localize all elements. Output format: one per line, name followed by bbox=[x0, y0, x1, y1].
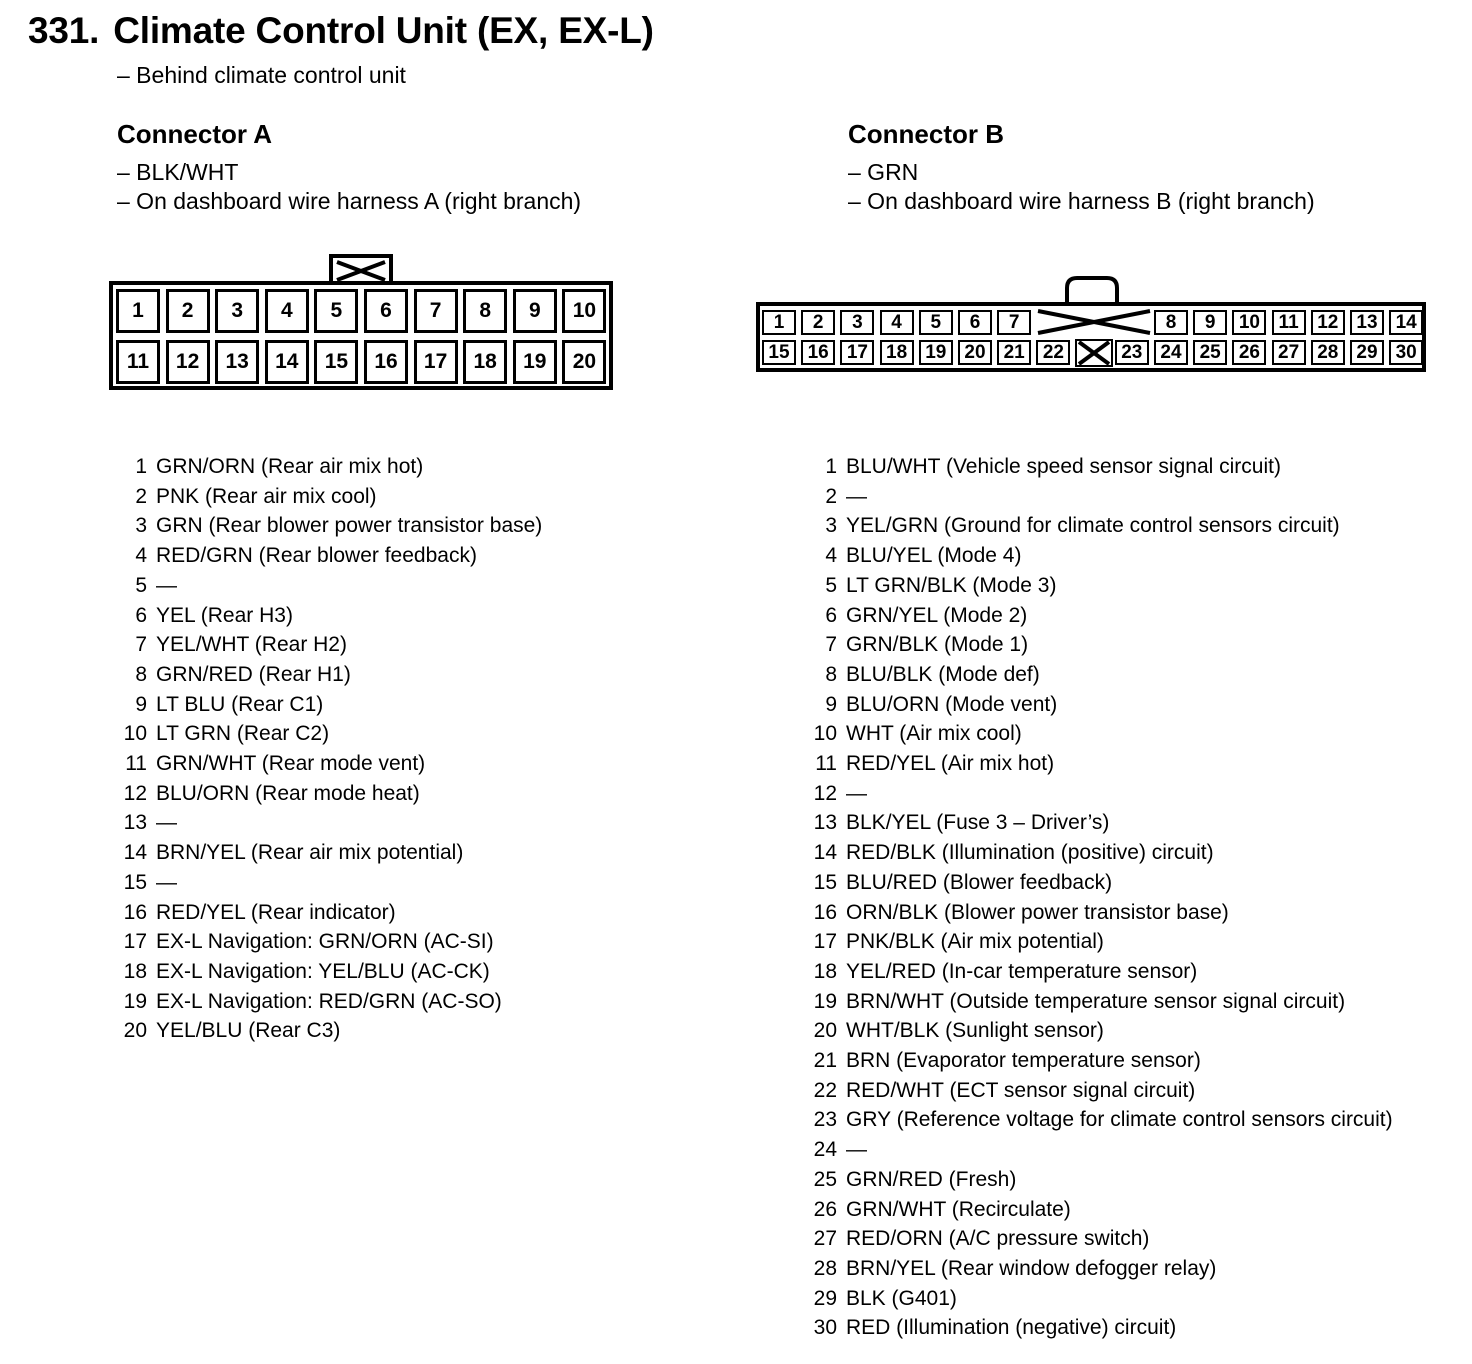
pin-description: GRN/RED (Fresh) bbox=[846, 1167, 1017, 1191]
pin-number: 14 bbox=[123, 841, 147, 865]
pin-number: 28 bbox=[813, 1256, 837, 1280]
connector-a-cavity: 16 bbox=[364, 340, 408, 384]
pin-number: 1 bbox=[825, 455, 837, 478]
pin-list-item bbox=[107, 660, 351, 690]
pin-description: GRN/RED (Rear H1) bbox=[156, 662, 351, 686]
pin-list-item bbox=[797, 1254, 1217, 1284]
connector-a-cavity: 11 bbox=[116, 340, 160, 384]
connector-a-cavity: 5 bbox=[314, 289, 358, 333]
connector-b-location: – On dashboard wire harness B (right branch) bbox=[848, 188, 1315, 214]
pin-list-item bbox=[797, 1076, 1196, 1106]
connector-b-cavity: 11 bbox=[1272, 310, 1306, 335]
pin-description: LT GRN/BLK (Mode 3) bbox=[846, 573, 1057, 597]
pin-number: 2 bbox=[135, 484, 147, 508]
pin-description: BLU/WHT (Vehicle speed sensor signal circuit) bbox=[846, 455, 1281, 478]
pin-number: 12 bbox=[813, 781, 837, 805]
pin-list-item bbox=[797, 1105, 1393, 1135]
pin-list-item bbox=[107, 927, 494, 957]
pin-description: YEL/GRN (Ground for climate control sensors circuit) bbox=[846, 514, 1340, 538]
pin-description: BLU/YEL (Mode 4) bbox=[846, 544, 1022, 568]
connector-b-cavity: 21 bbox=[997, 340, 1031, 365]
connector-b-diagram bbox=[756, 274, 1426, 372]
pin-number: 19 bbox=[123, 989, 147, 1013]
pin-description: RED/ORN (A/C pressure switch) bbox=[846, 1227, 1150, 1251]
pin-number: 22 bbox=[813, 1078, 837, 1102]
pin-description: — bbox=[846, 1138, 867, 1162]
pin-list-item bbox=[797, 1313, 1177, 1343]
pin-list-item bbox=[797, 1046, 1201, 1076]
pin-list-item bbox=[797, 957, 1198, 987]
pin-list-item bbox=[797, 808, 1110, 838]
pin-number: 6 bbox=[825, 603, 837, 627]
pin-description: BRN (Evaporator temperature sensor) bbox=[846, 1049, 1201, 1072]
pin-list-item bbox=[797, 1224, 1150, 1254]
pin-number: 6 bbox=[135, 603, 147, 627]
pin-list-item bbox=[107, 482, 377, 512]
connector-a-cavity: 10 bbox=[562, 289, 606, 333]
pin-number: 10 bbox=[123, 722, 147, 746]
connector-b-cavity: 28 bbox=[1311, 340, 1345, 365]
pin-description: GRN (Rear blower power transistor base) bbox=[156, 514, 543, 538]
connector-b-cavity: 26 bbox=[1232, 340, 1266, 365]
pin-description: BRN/YEL (Rear air mix potential) bbox=[156, 841, 464, 865]
pin-description: BLK (G401) bbox=[846, 1286, 957, 1310]
pin-description: BRN/WHT (Outside temperature sensor signal circuit) bbox=[846, 989, 1346, 1013]
pin-number: 16 bbox=[123, 900, 147, 924]
pin-number: 10 bbox=[813, 722, 837, 746]
connector-b-cavity: 15 bbox=[762, 340, 796, 365]
connector-b-cavity: 27 bbox=[1272, 340, 1306, 365]
connector-b-housing bbox=[756, 302, 1426, 372]
pin-list-item bbox=[797, 1016, 1104, 1046]
pin-number: 2 bbox=[825, 484, 837, 508]
pin-description: — bbox=[156, 573, 177, 597]
pin-number: 11 bbox=[125, 752, 147, 775]
pin-list-item bbox=[797, 482, 867, 512]
pin-list-item bbox=[107, 1016, 341, 1046]
pin-list-item bbox=[107, 690, 324, 720]
pin-number: 24 bbox=[813, 1138, 837, 1162]
connector-b-cavity: 5 bbox=[919, 310, 953, 335]
pin-number: 20 bbox=[123, 1019, 147, 1043]
pin-list-item bbox=[797, 601, 1028, 631]
title-text: Climate Control Unit (EX, EX-L) bbox=[113, 10, 654, 51]
pin-list-item bbox=[797, 779, 867, 809]
pin-number: 7 bbox=[135, 633, 147, 657]
pin-number: 11 bbox=[815, 752, 837, 775]
pin-description: BLU/RED (Blower feedback) bbox=[846, 870, 1113, 894]
pin-number: 20 bbox=[813, 1019, 837, 1043]
pin-list-item bbox=[107, 719, 330, 749]
pin-number: 30 bbox=[813, 1316, 837, 1340]
connector-b-key-cross bbox=[1036, 309, 1152, 335]
pin-description: EX-L Navigation: YEL/BLU (AC-CK) bbox=[156, 959, 490, 983]
pin-description: EX-L Navigation: RED/GRN (AC-SO) bbox=[156, 989, 502, 1013]
connector-b-cavity: 8 bbox=[1154, 310, 1188, 335]
pin-number: 3 bbox=[135, 514, 147, 538]
pin-number: 27 bbox=[813, 1227, 837, 1251]
pin-number: 16 bbox=[813, 900, 837, 924]
pin-list-item bbox=[797, 541, 1022, 571]
connector-b-cavity: 9 bbox=[1193, 310, 1227, 335]
connector-b-cavity: 30 bbox=[1389, 340, 1423, 365]
connector-a-cavity: 6 bbox=[364, 289, 408, 333]
connector-b-cavity: 10 bbox=[1232, 310, 1266, 335]
pin-description: ORN/BLK (Blower power transistor base) bbox=[846, 900, 1229, 924]
connector-a-cavity: 20 bbox=[562, 340, 606, 384]
connector-b-cavity: 4 bbox=[880, 310, 914, 335]
pin-description: GRN/WHT (Recirculate) bbox=[846, 1197, 1071, 1221]
pin-list-item bbox=[797, 1195, 1071, 1225]
pin-number: 4 bbox=[825, 544, 837, 568]
pin-list-item bbox=[797, 1135, 867, 1165]
connector-a-cavity: 17 bbox=[414, 340, 458, 384]
pin-description: — bbox=[846, 781, 867, 805]
pin-number: 17 bbox=[123, 930, 147, 954]
pin-list-item bbox=[107, 868, 177, 898]
pin-number: 25 bbox=[813, 1167, 837, 1191]
pin-description: RED/BLK (Illumination (positive) circuit) bbox=[846, 841, 1214, 865]
pin-description: YEL (Rear H3) bbox=[156, 603, 293, 627]
pin-list-item bbox=[107, 779, 420, 809]
connector-a-cavity: 8 bbox=[463, 289, 507, 333]
pin-description: PNK/BLK (Air mix potential) bbox=[846, 930, 1104, 954]
connector-b-heading: Connector B bbox=[848, 119, 1004, 149]
pin-description: BLU/ORN (Rear mode heat) bbox=[156, 781, 420, 805]
pin-number: 26 bbox=[813, 1197, 837, 1221]
pin-description: PNK (Rear air mix cool) bbox=[156, 484, 377, 508]
pin-list-item bbox=[797, 1165, 1017, 1195]
pin-description: — bbox=[156, 870, 177, 894]
pin-number: 13 bbox=[813, 811, 837, 835]
pin-description: EX-L Navigation: GRN/ORN (AC-SI) bbox=[156, 930, 494, 954]
pin-number: 7 bbox=[825, 633, 837, 657]
pin-description: — bbox=[846, 484, 867, 508]
connector-b-cavity: 3 bbox=[840, 310, 874, 335]
pin-number: 1 bbox=[135, 455, 147, 478]
pin-list-item bbox=[107, 749, 426, 779]
pin-description: WHT/BLK (Sunlight sensor) bbox=[846, 1019, 1104, 1043]
pin-description: YEL/RED (In-car temperature sensor) bbox=[846, 959, 1198, 983]
connector-a-heading: Connector A bbox=[117, 119, 273, 149]
pin-description: BRN/YEL (Rear window defogger relay) bbox=[846, 1256, 1217, 1280]
connector-b-cavity: 13 bbox=[1350, 310, 1384, 335]
pin-number: 21 bbox=[813, 1049, 837, 1072]
connector-a-cavity: 9 bbox=[513, 289, 557, 333]
connector-b-cavity: 2 bbox=[801, 310, 835, 335]
pin-description: YEL/WHT (Rear H2) bbox=[156, 633, 347, 657]
pin-list-item bbox=[107, 987, 502, 1017]
connector-a-cavity: 15 bbox=[314, 340, 358, 384]
connector-a-cavity: 1 bbox=[116, 289, 160, 333]
connector-a-housing bbox=[109, 281, 613, 390]
connector-b-cavity: 6 bbox=[958, 310, 992, 335]
connector-b-cavity: 24 bbox=[1154, 340, 1188, 365]
pin-list-item bbox=[797, 719, 1022, 749]
pin-description: RED/GRN (Rear blower feedback) bbox=[156, 544, 477, 568]
connector-a-cavity: 2 bbox=[166, 289, 210, 333]
connector-b-cavity: 1 bbox=[762, 310, 796, 335]
connector-a-cavity: 14 bbox=[265, 340, 309, 384]
pin-number: 4 bbox=[135, 544, 147, 568]
connector-a-cavity: 18 bbox=[463, 340, 507, 384]
section-number: 331. bbox=[28, 10, 100, 51]
pin-description: BLU/ORN (Mode vent) bbox=[846, 692, 1058, 716]
connector-b-cavity: 20 bbox=[958, 340, 992, 365]
connector-a-cavity: 4 bbox=[265, 289, 309, 333]
pin-number: 18 bbox=[813, 959, 837, 983]
connector-b-cavity: 22 bbox=[1036, 340, 1070, 365]
connector-b-blank-cross bbox=[1075, 339, 1113, 367]
pin-description: RED/WHT (ECT sensor signal circuit) bbox=[846, 1078, 1196, 1102]
connector-a-cavity: 7 bbox=[414, 289, 458, 333]
pin-description: RED/YEL (Air mix hot) bbox=[846, 752, 1055, 775]
pin-number: 23 bbox=[813, 1108, 837, 1132]
connector-b-cavity: 16 bbox=[801, 340, 835, 365]
connector-b-cavity: 12 bbox=[1311, 310, 1345, 335]
pin-list-item bbox=[797, 898, 1229, 928]
pin-number: 12 bbox=[123, 781, 147, 805]
connector-b-cavity: 17 bbox=[840, 340, 874, 365]
page-title bbox=[28, 10, 654, 52]
pin-description: — bbox=[156, 811, 177, 835]
pin-number: 15 bbox=[813, 870, 837, 894]
pin-list-item bbox=[797, 927, 1104, 957]
pin-number: 9 bbox=[135, 692, 147, 716]
pin-description: GRN/ORN (Rear air mix hot) bbox=[156, 455, 424, 478]
pin-description: LT BLU (Rear C1) bbox=[156, 692, 324, 716]
pin-number: 13 bbox=[123, 811, 147, 835]
pin-number: 5 bbox=[135, 573, 147, 597]
pin-list-item bbox=[797, 838, 1214, 868]
pin-list-item bbox=[107, 511, 543, 541]
pin-number: 17 bbox=[813, 930, 837, 954]
pin-list-item bbox=[797, 868, 1113, 898]
pin-number: 5 bbox=[825, 573, 837, 597]
pin-list-item bbox=[107, 957, 490, 987]
connector-a-cavity: 19 bbox=[513, 340, 557, 384]
pin-list-item bbox=[107, 898, 396, 928]
connector-b-cavity: 7 bbox=[997, 310, 1031, 335]
pin-list-item bbox=[107, 541, 477, 571]
pin-list-item bbox=[107, 838, 464, 868]
pin-number: 15 bbox=[123, 870, 147, 894]
pin-description: RED/YEL (Rear indicator) bbox=[156, 900, 396, 924]
pin-number: 8 bbox=[135, 662, 147, 686]
pin-list-item bbox=[797, 690, 1058, 720]
pin-list-item bbox=[107, 808, 177, 838]
pin-description: BLK/YEL (Fuse 3 – Driver’s) bbox=[846, 811, 1110, 835]
pin-list-item bbox=[797, 571, 1057, 601]
pin-description: BLU/BLK (Mode def) bbox=[846, 662, 1040, 686]
connector-a-cavity: 13 bbox=[215, 340, 259, 384]
connector-a-cavity: 3 bbox=[215, 289, 259, 333]
pin-list-item bbox=[797, 987, 1346, 1017]
connector-b-cavity: 19 bbox=[919, 340, 953, 365]
pin-list-item bbox=[797, 630, 1029, 660]
pin-number: 3 bbox=[825, 514, 837, 538]
pin-number: 19 bbox=[813, 989, 837, 1013]
unit-location: – Behind climate control unit bbox=[117, 62, 406, 88]
connector-b-cavity: 23 bbox=[1115, 340, 1149, 365]
pin-description: YEL/BLU (Rear C3) bbox=[156, 1019, 341, 1043]
connector-a-diagram bbox=[109, 254, 613, 390]
pin-list-item bbox=[797, 511, 1340, 541]
connector-b-color: – GRN bbox=[848, 159, 919, 185]
pin-list-item bbox=[107, 601, 293, 631]
pin-number: 29 bbox=[813, 1286, 837, 1310]
connector-a-color: – BLK/WHT bbox=[117, 159, 239, 185]
connector-a-cavity: 12 bbox=[166, 340, 210, 384]
pin-list-item bbox=[797, 749, 1055, 779]
pin-list-item bbox=[797, 1284, 957, 1314]
pin-number: 14 bbox=[813, 841, 837, 865]
pin-description: LT GRN (Rear C2) bbox=[156, 722, 330, 746]
pin-number: 9 bbox=[825, 692, 837, 716]
pin-list-item bbox=[107, 571, 177, 601]
pin-description: GRN/WHT (Rear mode vent) bbox=[156, 752, 426, 775]
pin-number: 18 bbox=[123, 959, 147, 983]
pin-list-item bbox=[797, 452, 1281, 482]
pin-description: GRN/BLK (Mode 1) bbox=[846, 633, 1029, 657]
pin-number: 8 bbox=[825, 662, 837, 686]
pin-description: WHT (Air mix cool) bbox=[846, 722, 1022, 746]
connector-b-cavity: 25 bbox=[1193, 340, 1227, 365]
connector-a-location: – On dashboard wire harness A (right branch) bbox=[117, 188, 582, 214]
pin-description: GRY (Reference voltage for climate control sensors circuit) bbox=[846, 1108, 1393, 1132]
pin-description: GRN/YEL (Mode 2) bbox=[846, 603, 1028, 627]
pin-list-item bbox=[107, 630, 347, 660]
pin-description: RED (Illumination (negative) circuit) bbox=[846, 1316, 1177, 1340]
pin-list-item bbox=[797, 660, 1040, 690]
connector-b-cavity: 14 bbox=[1389, 310, 1423, 335]
pin-list-item bbox=[107, 452, 424, 482]
connector-b-cavity: 18 bbox=[880, 340, 914, 365]
connector-b-cavity: 29 bbox=[1350, 340, 1384, 365]
